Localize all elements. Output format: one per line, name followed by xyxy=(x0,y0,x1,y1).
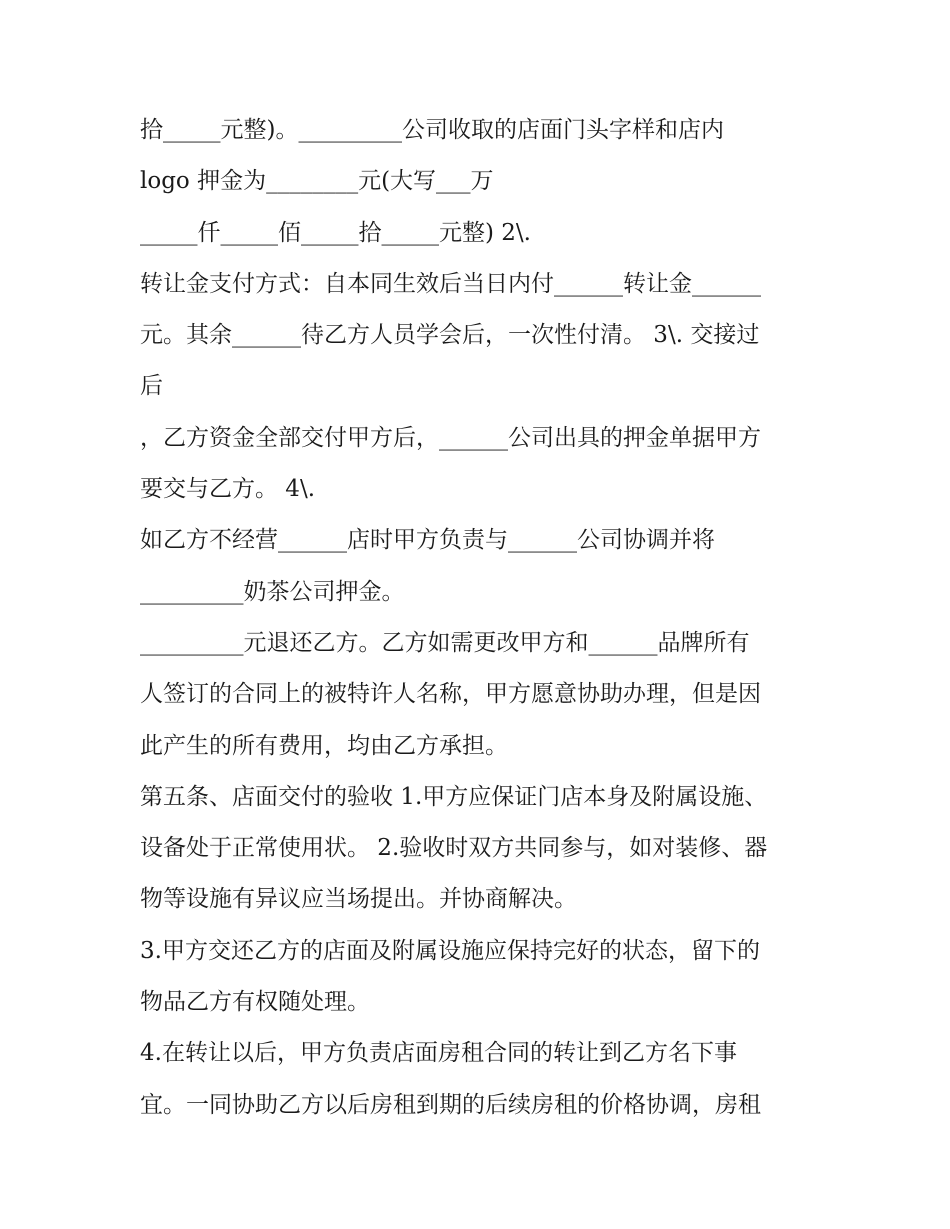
text-line-1: 拾_____元整)。_________公司收取的店面门头字样和店内 xyxy=(140,117,724,143)
text-line-12: 人签订的合同上的被特许人名称，甲方愿意协助办理，但是因 xyxy=(140,681,761,708)
text-line-4: 转让金支付方式：自本同生效后当日内付______转让金______ xyxy=(140,270,761,297)
text-line-17: 3.甲方交还乙方的店面及附属设施应保持完好的状态，留下的 xyxy=(140,937,760,964)
text-line-20: 宜。一同协助乙方以后房租到期的后续房租的价格协调，房租 xyxy=(140,1091,761,1118)
text-line-9: 如乙方不经营______店时甲方负责与______公司协调并将 xyxy=(140,527,715,554)
document-body xyxy=(140,110,820,1136)
text-line-2: logo 押金为________元(大写___万 xyxy=(140,168,494,195)
text-line-19: 4.在转让以后，甲方负责店面房租合同的转让到乙方名下事 xyxy=(140,1040,737,1067)
text-line-10: _________奶茶公司押金。 xyxy=(140,578,405,605)
text-line-18: 物品乙方有权随处理。 xyxy=(140,989,370,1016)
text-line-15: 设备处于正常使用状。 2.验收时双方共同参与，如对装修、器 xyxy=(140,835,768,862)
text-line-3: _____仟_____佰_____拾_____元整) 2\. xyxy=(140,219,531,246)
text-line-7: ，乙方资金全部交付甲方后，______公司出具的押金单据甲方 xyxy=(140,424,761,451)
text-line-8: 要交与乙方。 4\. xyxy=(140,476,316,503)
text-line-11: _________元退还乙方。乙方如需更改甲方和______品牌所有 xyxy=(140,629,750,656)
text-line-6: 后 xyxy=(140,373,163,400)
text-line-14: 第五条、店面交付的验收 1.甲方应保证门店本身及附属设施、 xyxy=(140,783,768,810)
text-line-16: 物等设施有异议应当场提出。并协商解决。 xyxy=(140,886,577,913)
text-line-5: 元。其余______待乙方人员学会后，一次性付清。 3\. 交接过 xyxy=(140,322,760,349)
text-line-13: 此产生的所有费用，均由乙方承担。 xyxy=(140,732,508,759)
